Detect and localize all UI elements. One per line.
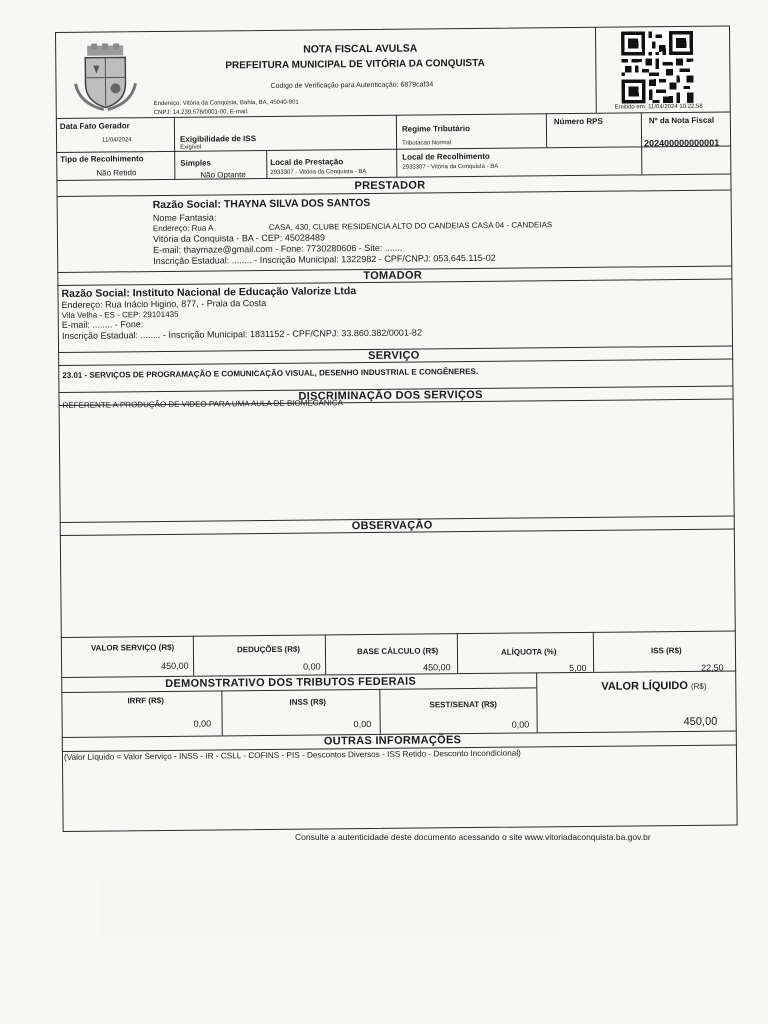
outras-texto: (Valor Líquido = Valor Serviço - INSS - IR - CSLL - COFINS - PIS - Descontos Diversos - ISS Retido - Desconto Incondicional) — [63, 748, 521, 762]
numero-rps-label: Número RPS — [553, 116, 603, 127]
data-fato-gerador-label: Data Fato Gerador — [59, 121, 130, 131]
percent-unit: (%) — [544, 647, 557, 657]
emitted-at: Emitido em: 11/04/2024 10:22:58 — [614, 103, 703, 111]
city-coat-of-arms-logo — [73, 43, 138, 112]
servico-section-title: SERVIÇO — [368, 349, 420, 363]
issuer-address: Endereço: Vitória da Conquista, Bahia, BA, 45040-901 — [153, 99, 299, 108]
tomador-cidade: Vila Velha - ES - CEP: 29101435 — [61, 309, 179, 320]
tipo-recolhimento-label: Tipo de Recolhimento — [60, 154, 144, 164]
aliquota-label — [501, 647, 557, 657]
verification-code: Codigo de Verificação para Autenticação: 6879caf34 — [270, 81, 434, 90]
discriminacao-section-title: DISCRIMINAÇÃO DOS SERVIÇOS — [298, 388, 483, 403]
inss-label — [289, 697, 326, 706]
prestador-complemento: CASA, 430, CLUBE RESIDENCIA ALTO DO CANDEIAS CASA 04 - CANDEIAS — [268, 220, 553, 232]
bleed-through-shadow — [100, 880, 560, 935]
deducoes-label-text: DEDUÇÕES — [236, 644, 283, 655]
outras-section-title: OUTRAS INFORMAÇÕES — [323, 734, 462, 748]
prestador-section-title: PRESTADOR — [354, 179, 426, 193]
tributos-section-title: DEMONSTRATIVO DOS TRIBUTOS FEDERAIS — [165, 675, 417, 690]
valor-servico-label-text: VALOR SERVIÇO — [90, 643, 157, 653]
deducoes-value: 0,00 — [303, 661, 321, 672]
currency-unit: (R$) — [690, 681, 707, 691]
currency-unit: (R$) — [422, 646, 439, 656]
exigibilidade-label: Exigibilidade de ISS — [179, 134, 257, 144]
iss-value: 22,50 — [701, 662, 724, 673]
numero-nota-value: 202400000000001 — [644, 137, 720, 149]
irrf-label-text: IRRF — [127, 696, 147, 706]
iss-label-text: ISS — [650, 646, 664, 656]
aliquota-value: 5,00 — [569, 662, 587, 674]
base-calculo-label — [357, 646, 438, 656]
prestador-razao-social: Razão Social: THAYNA SILVA DOS SANTOS — [152, 196, 371, 212]
observacao-section-title: OBSERVAÇÃO — [351, 519, 433, 533]
tomador-razao-social: Razão Social: Instituto Nacional de Educação Valorize Ltda — [61, 285, 357, 300]
tipo-recolhimento-value: Não Retido — [96, 168, 137, 178]
valor-liquido-value: 450,00 — [683, 715, 718, 728]
local-prestacao-value: 2933307 - Vitória da Conquista - BA — [270, 169, 367, 176]
valor-servico-label — [91, 643, 174, 653]
prestador-cidade: Vitória da Conquista - BA - CEP: 45028489 — [152, 232, 325, 245]
tomador-section-title: TOMADOR — [363, 269, 423, 283]
valor-liquido-label-text: VALOR LÍQUIDO — [601, 679, 688, 693]
base-calculo-label-text: BASE CÁLCULO — [356, 646, 421, 657]
regime-label: Regime Tributário — [401, 124, 471, 134]
document-title: NOTA FISCAL AVULSA — [303, 42, 418, 56]
qr-code — [621, 31, 694, 104]
prestador-endereco: Endereço: Rua A — [152, 223, 214, 234]
sest-value: 0,00 — [511, 719, 530, 730]
servico-descricao: 23.01 - SERVIÇOS DE PROGRAMAÇÃO E COMUNICAÇÃO VISUAL, DESENHO INDUSTRIAL E CONGÊNERES. — [62, 366, 479, 380]
base-calculo-value: 450,00 — [423, 662, 451, 673]
currency-unit: (R$) — [158, 642, 175, 653]
prefeitura-name: PREFEITURA MUNICIPAL DE VITÓRIA DA CONQUISTA — [225, 57, 485, 72]
currency-unit: (R$) — [284, 644, 301, 654]
footer-authenticity-note: Consulte a autenticidade deste documento acessando o site www.vitoriadaconquista.ba.gov.br — [295, 832, 651, 842]
prestador-nome-fantasia: Nome Fantasia: — [152, 212, 217, 224]
tomador-endereco: Endereço: Rua Inácio Higino, 877, - Praia da Costa — [61, 297, 267, 310]
currency-unit: (R$) — [310, 697, 326, 707]
valor-servico-value: 450,00 — [161, 660, 189, 672]
iss-label — [651, 646, 682, 655]
tomador-inscricoes: Inscrição Estadual: ........ - Inscrição Municipal: 1831152 - CPF/CNPJ: 33.860.382/0001-82 — [61, 327, 422, 341]
exigibilidade-value: Exigível — [180, 144, 202, 151]
irrf-value: 0,00 — [193, 718, 212, 729]
currency-unit: (R$) — [481, 699, 497, 709]
tomador-contato: E-mail: ........ - Fone: — [61, 319, 144, 330]
prestador-contato: E-mail: thaymaze@gmail.com - Fone: 7730280606 - Site: ....... — [153, 242, 403, 256]
aliquota-label-text: ALÍQUOTA — [500, 647, 542, 657]
nota-fiscal-document — [55, 26, 738, 832]
local-recolhimento-label: Local de Recolhimento — [402, 151, 490, 162]
inss-value: 0,00 — [353, 718, 372, 730]
data-fato-gerador-value: 11/04/2024 — [102, 137, 132, 144]
discriminacao-texto: REFERENTE A PRODUÇÃO DE VIDEO PARA UMA AULA DE BIOMECÂNICA — [62, 398, 343, 410]
local-prestacao-label: Local de Prestação — [270, 157, 344, 167]
currency-unit: (R$) — [148, 695, 164, 706]
deducoes-label — [237, 645, 300, 655]
local-recolhimento-value: 2933307 - Vitória da Conquista - BA — [402, 163, 499, 171]
valor-liquido-label — [601, 680, 706, 693]
inss-label-text: INSS — [289, 697, 309, 707]
sest-label-text: SEST/SENAT — [429, 699, 480, 710]
issuer-cnpj: CNPJ: 14.239.578/0001-00, E-mail: — [153, 109, 249, 117]
currency-unit: (R$) — [666, 646, 682, 656]
simples-label: Simples — [180, 158, 211, 168]
sest-label — [429, 700, 497, 710]
regime-value: Tributacao Normal — [402, 140, 452, 147]
irrf-label — [127, 696, 164, 705]
simples-value: Não Optante — [200, 170, 246, 180]
prestador-inscricoes: Inscrição Estadual: ........ - Inscrição Municipal: 1322982 - CPF/CNPJ: 053.645.115-02 — [153, 252, 496, 267]
numero-nota-label: Nº da Nota Fiscal — [648, 115, 715, 126]
